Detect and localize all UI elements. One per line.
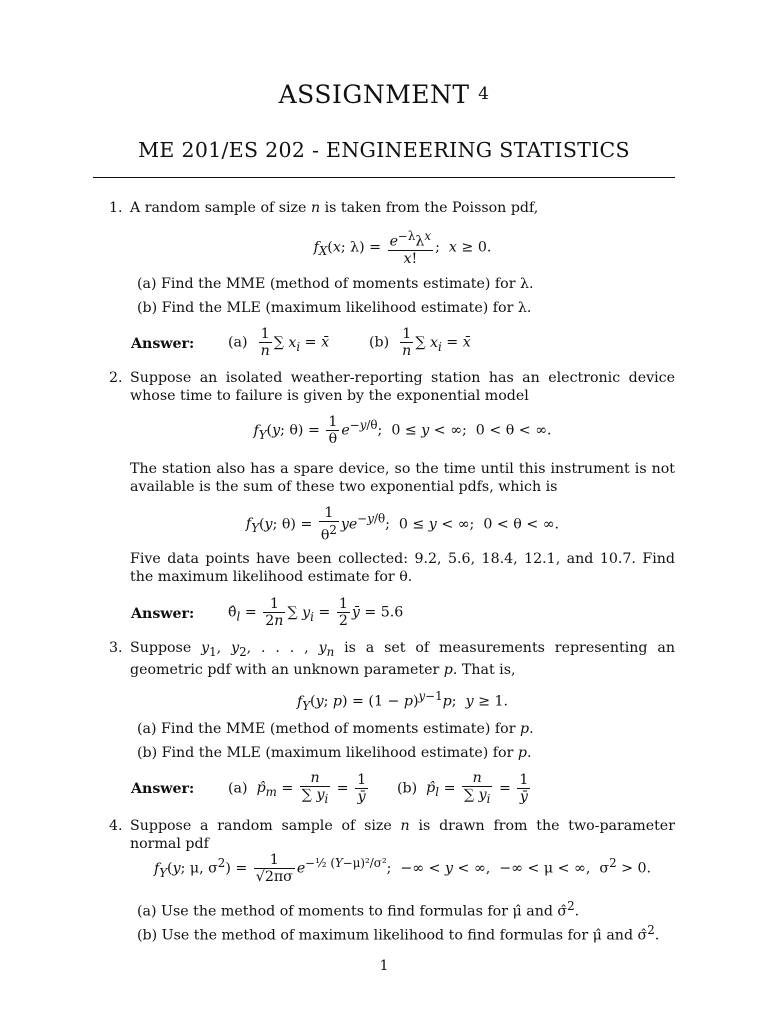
q3-answer-label: Answer: bbox=[131, 781, 195, 797]
q4-equation: $f_Y(y$; μ, $\sigma^2$) = $\frac{1}{√2\pi\sigma}$ $e^{-\frac{1}{2} (Y-\mu)^2/\sigma^2}$; −∞ < y < ∞, −∞ < μ < ∞, $\sigma^2 > 0$. bbox=[153, 852, 652, 885]
q1-part-b: (b) Find the MLE (maximum likelihood estimate) for λ. bbox=[137, 300, 532, 316]
q3-text: Suppose $y_1$, $y_2$, . . . , $y_n$ is a set of measurements representing an geometric pdf with an unknown parameter p. That is, bbox=[130, 640, 675, 678]
q1-answer-b: (b) $\frac{1}{n}$ ∑ $x_i$ = x̄ bbox=[369, 326, 471, 359]
q1-answer-a: (a) $\frac{1}{n}$ ∑ $x_i$ = x̄ bbox=[228, 326, 330, 359]
q2-equation-2: $f_Y(y$; θ) = $\frac{1}{\theta^2}$ $ye^{-y/\theta}$; 0 ≤ y < ∞; 0 < θ < ∞. bbox=[245, 505, 560, 544]
q2-answer-label: Answer: bbox=[131, 606, 195, 622]
q2-text-1: Suppose an isolated weather-reporting station has an electronic device whose time to failure is given by the exponential model bbox=[130, 370, 675, 404]
q3-answer-b: (b) $p̂_l$ = $\frac{n}{\sum y_i}$ = $\frac{1}{ȳ}$ bbox=[397, 770, 529, 806]
q1-equation: $f_X(x$; λ) = $\frac{e^{-\lambda}\lambda^x}{x!}$ ; x ≥ 0. bbox=[313, 229, 492, 267]
q4-text: Suppose a random sample of size n is drawn from the two-parameter normal pdf bbox=[130, 818, 675, 852]
q4-part-b: (b) Use the method of maximum likelihood to find formulas for μ̂ and σ̂$^2$. bbox=[137, 923, 660, 944]
q4-part-a: (a) Use the method of moments to find formulas for μ̂ and σ̂$^2$. bbox=[137, 899, 580, 920]
q1-text: A random sample of size n is taken from the Poisson pdf, bbox=[130, 200, 539, 216]
q2-number: 2. bbox=[109, 370, 123, 386]
course-subtitle: ME 201/ES 202 - ENGINEERING STATISTICS bbox=[138, 138, 630, 162]
q3-number: 3. bbox=[109, 640, 123, 656]
q3-part-b: (b) Find the MLE (maximum likelihood estimate) for p. bbox=[137, 745, 532, 761]
q1-answer-label: Answer: bbox=[131, 336, 195, 352]
title-text: ASSIGNMENT bbox=[278, 80, 470, 109]
q3-answer-a: (a) $p̂_m$ = $\frac{n}{\sum y_i}$ = $\frac{1}{ȳ}$ bbox=[228, 770, 367, 806]
q4-number: 4. bbox=[109, 818, 123, 834]
page-number: 1 bbox=[379, 958, 389, 974]
q2-equation-1: $f_Y(y$; θ) = $\frac{1}{\theta}$ $e^{-y/\theta}$; 0 ≤ y < ∞; 0 < θ < ∞. bbox=[253, 414, 552, 447]
q1-part-a: (a) Find the MME (method of moments estimate) for λ. bbox=[137, 276, 534, 292]
q2-text-2: The station also has a spare device, so the time until this instrument is not available is the sum of these two exponential pdfs, which is bbox=[130, 461, 675, 495]
title-number: 4 bbox=[478, 84, 490, 104]
q2-text-3: Five data points have been collected: 9.2, 5.6, 18.4, 12.1, and 10.7. Find the maximum likelihood estimate for θ. bbox=[130, 551, 675, 585]
q1-number: 1. bbox=[109, 200, 123, 216]
q3-equation: $f_Y(y$; $p) = (1 - p)^{y-1}p$; y ≥ 1. bbox=[296, 689, 509, 713]
q2-answer: $\thetâ_l$ = $\frac{1}{2n}$ ∑ $y_i$ = $\frac{1}{2}$ ȳ = 5.6 bbox=[228, 596, 404, 629]
header-rule bbox=[93, 177, 675, 178]
page-title bbox=[0, 80, 768, 109]
q3-part-a: (a) Find the MME (method of moments estimate) for p. bbox=[137, 721, 534, 737]
